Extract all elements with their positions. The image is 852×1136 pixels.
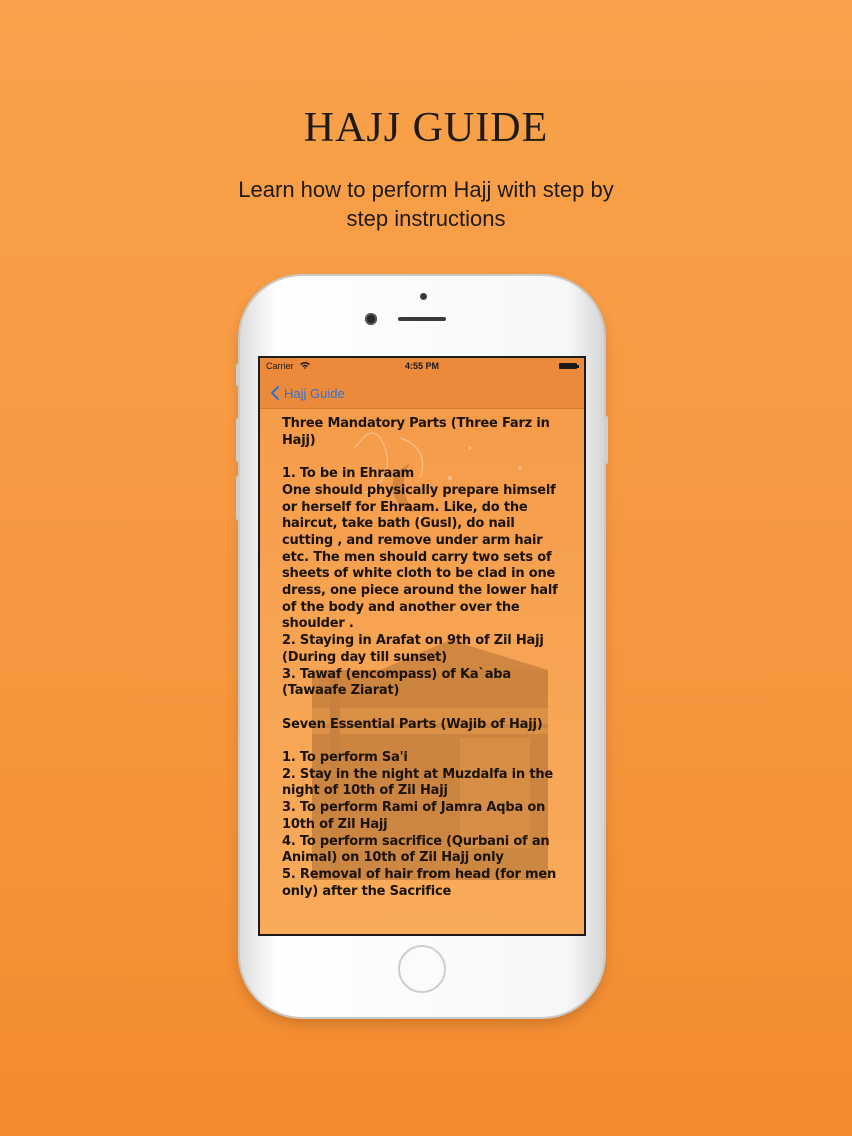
back-button[interactable]: [270, 384, 345, 402]
phone-screen: [258, 356, 586, 936]
volume-up-button: [236, 418, 240, 462]
promo-subtitle: Learn how to perform Hajj with step by step instructions: [238, 177, 614, 231]
front-camera-icon: [365, 313, 377, 325]
battery-icon: [559, 363, 577, 369]
earpiece-speaker: [398, 317, 446, 321]
status-time: 4:55 PM: [404, 361, 439, 371]
power-button: [604, 416, 608, 464]
app-view: [260, 358, 584, 934]
silent-switch: [236, 364, 240, 386]
volume-down-button: [236, 476, 240, 520]
back-label: Hajj Guide: [284, 385, 345, 401]
promo-title: HAJJ GUIDE: [303, 105, 549, 151]
phone-frame: [240, 276, 604, 1017]
carrier-label: Carrier: [266, 361, 294, 371]
chevron-left-icon: [270, 386, 279, 400]
proximity-sensor: [420, 293, 427, 300]
home-button[interactable]: [398, 945, 446, 993]
navigation-bar: [260, 358, 584, 409]
article-text[interactable]: Three Mandatory Parts (Three Farz in Hajj) 1. To be in Ehraam One should physically prepare himself or herself for Ehraam. Like, do the haircut, take bath (Gusl), do nail cutting , and remove under arm hair etc. The men should carry two sets of sheets of white cloth to be clad in one dress, one piece around the lower half of the body and another over the shoulder . 2. Staying in Arafat on 9th of Zil Hajj (During day till sunset) 3. Tawaf (encompass) of Ka`aba (Tawaafe Ziarat) Seven Essential Parts (Wajib of Hajj) 1. To perform Sa'i 2. Stay in the night at Muzdalfa in the night of 10th of Zil Hajj 3. To perform Rami of Jamra Aqba on 10th of Zil Hajj 4. To perform sacrifice (Qurbani of an Animal) on 10th of Zil Hajj only 5. Removal of hair from head (for men only) after the Sacrifice: [282, 416, 558, 899]
